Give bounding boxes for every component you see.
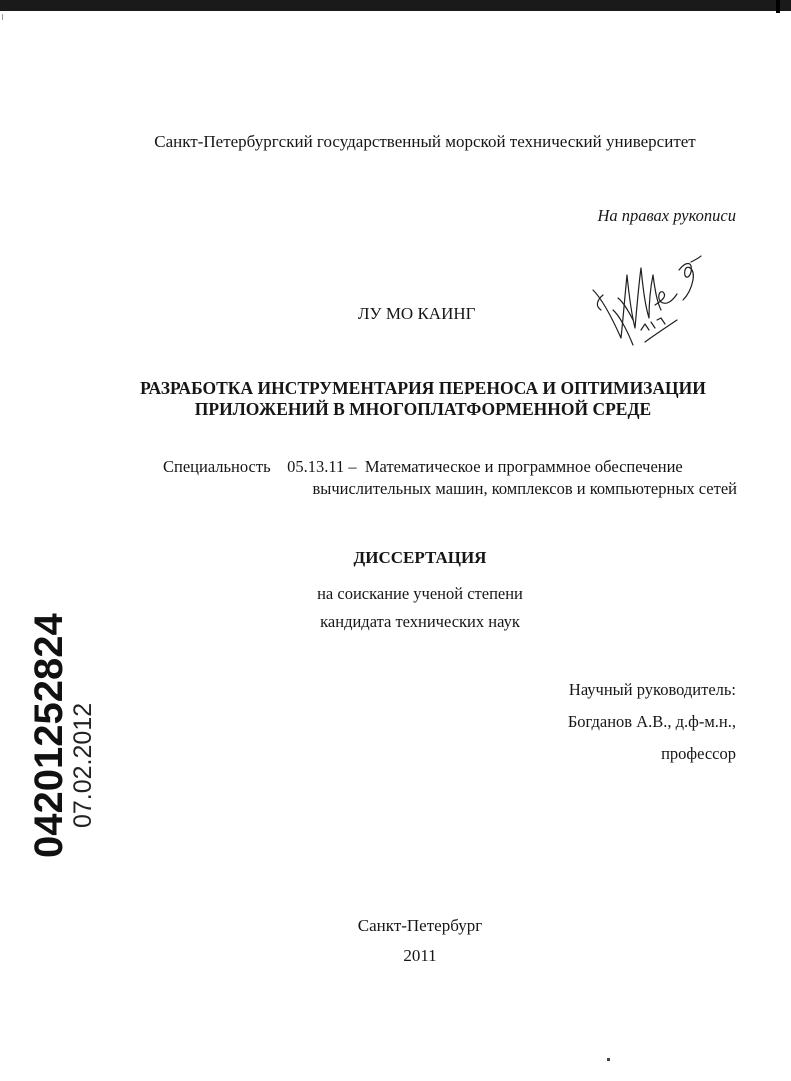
specialty-text-2: вычислительных машин, комплексов и компьютерных сетей [312,479,737,498]
scan-mark [776,0,780,13]
archive-stamp [27,613,98,858]
supervisor-title: профессор [661,744,736,763]
scan-tick [2,14,3,20]
city-name: Санкт-Петербург [357,916,483,935]
signature-icon [583,250,703,355]
year: 2011 [403,946,437,965]
title-line-2: ПРИЛОЖЕНИЙ В МНОГОПЛАТФОРМЕННОЙ СРЕДЕ [194,399,652,419]
degree-line-1: на соискание ученой степени [317,584,523,603]
specialty-block [163,456,737,500]
scan-speck [607,1058,610,1061]
stamp-date: 07.02.2012 [69,702,97,828]
top-scan-border [0,0,791,11]
degree-block [0,580,791,636]
specialty-label: Специальность [163,457,271,476]
supervisor-label: Научный руководитель: [568,680,736,699]
document-type: ДИССЕРТАЦИЯ [353,548,487,567]
supervisor-name: Богданов А.В., д.ф-м.н., [567,712,736,731]
specialty-code: 05.13.11 – [287,457,357,476]
title-line-1: РАЗРАБОТКА ИНСТРУМЕНТАРИЯ ПЕРЕНОСА И ОПТИМИЗАЦИИ [140,378,706,398]
manuscript-note: На правах рукописи [597,206,736,225]
author-name: ЛУ МО КАИНГ [358,304,476,323]
university-name: Санкт-Петербургский государственный морской технический университет [154,132,696,151]
degree-line-2: кандидата технических наук [320,612,520,631]
dissertation-title [0,378,791,420]
supervisor-block [568,674,736,770]
specialty-line-1 [163,456,737,478]
stamp-number: 04201252824 [27,613,71,858]
specialty-text-1: Математическое и программное обеспечение [364,457,683,476]
